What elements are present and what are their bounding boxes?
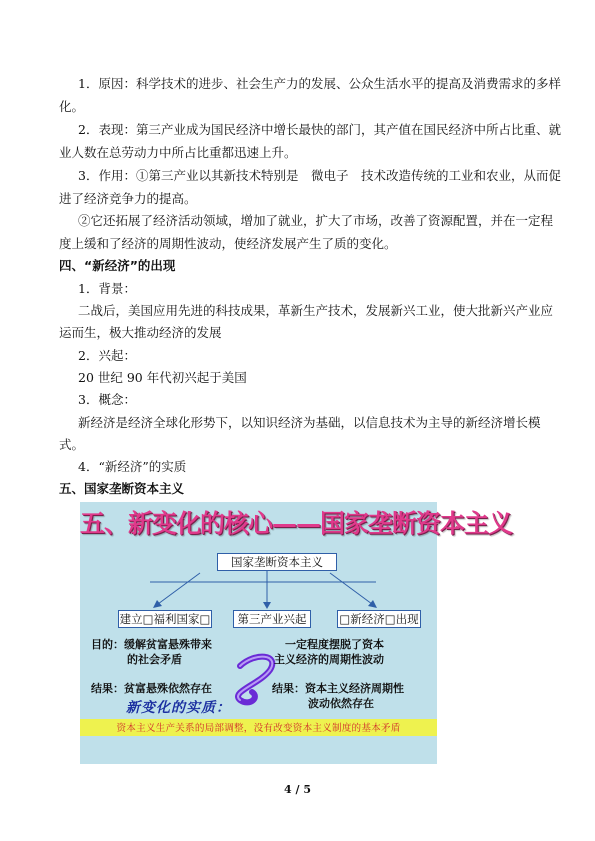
result-right: 结果：资本主义经济周期性: [272, 682, 404, 695]
section-heading: 四、“新经济”的出现: [59, 258, 176, 273]
effect-text: 一定程度摆脱了资本: [285, 638, 384, 651]
text-line: 式。: [59, 437, 85, 452]
box-new-economy: □新经济□出现: [337, 610, 421, 628]
purpose-text-cont: 的社会矛盾: [127, 653, 182, 666]
text-line: 1．背景：: [78, 281, 136, 296]
box-tertiary-industry: 第三产业兴起: [233, 610, 311, 628]
text-line: 业人数在总劳动力中所占比重都迅速上升。: [59, 145, 297, 160]
essence-label: 新变化的实质：: [126, 700, 231, 716]
result-left: 结果：贫富悬殊依然存在: [91, 682, 212, 695]
effect-text-cont: 主义经济的周期性波动: [274, 653, 384, 666]
purpose-text: 目的：缓解贫富悬殊带来: [91, 638, 212, 651]
slide-title: 五、新变化的核心——国家垄断资本主义: [80, 509, 513, 538]
box-welfare-state: 建立□福利国家□: [119, 612, 211, 626]
text-line: 4．“新经济”的实质: [78, 459, 187, 474]
center-box: 国家垄断资本主义: [217, 553, 337, 571]
conclusion-text: 资本主义生产关系的局部调整，没有改变资本主义制度的基本矛盾: [116, 723, 401, 734]
text-line: 新经济是经济全球化形势下，以知识经济为基础，以信息技术为主导的新经济增长模: [78, 415, 541, 430]
result-right-cont: 波动依然存在: [308, 697, 374, 710]
text-line: 20 世纪 90 年代初兴起于美国: [78, 370, 247, 385]
text-line: 2．表现：第三产业成为国民经济中增长最快的部门，其产值在国民经济中所占比重、就: [78, 122, 561, 137]
diagram-slide: [80, 502, 513, 764]
text-line: 2．兴起：: [78, 348, 136, 363]
text-line: 运而生，极大推动经济的发展: [59, 325, 222, 340]
page-number: 4 / 5: [284, 783, 311, 796]
text-line: 度上缓和了经济的周期性波动，使经济发展产生了质的变化。: [59, 236, 397, 251]
text-line: 3．作用：①第三产业以其新技术特别是 微电子 技术改造传统的工业和农业，从而促: [78, 168, 561, 183]
text-line: 二战后，美国应用先进的科技成果，革新生产技术，发展新兴工业，使大批新兴产业应: [78, 303, 554, 318]
text-line: 3．概念：: [78, 392, 136, 407]
section-heading: 五、国家垄断资本主义: [59, 481, 185, 496]
text-line: ②它还拓展了经济活动领域，增加了就业，扩大了市场，改善了资源配置，并在一定程: [78, 213, 554, 228]
text-line: 1．原因：科学技术的进步、社会生产力的发展、公众生活水平的提高及消费需求的多样: [78, 76, 561, 91]
text-line: 化。: [59, 99, 85, 114]
conclusion-bar: [80, 719, 437, 736]
text-line: 进了经济竞争力的提高。: [59, 191, 197, 206]
